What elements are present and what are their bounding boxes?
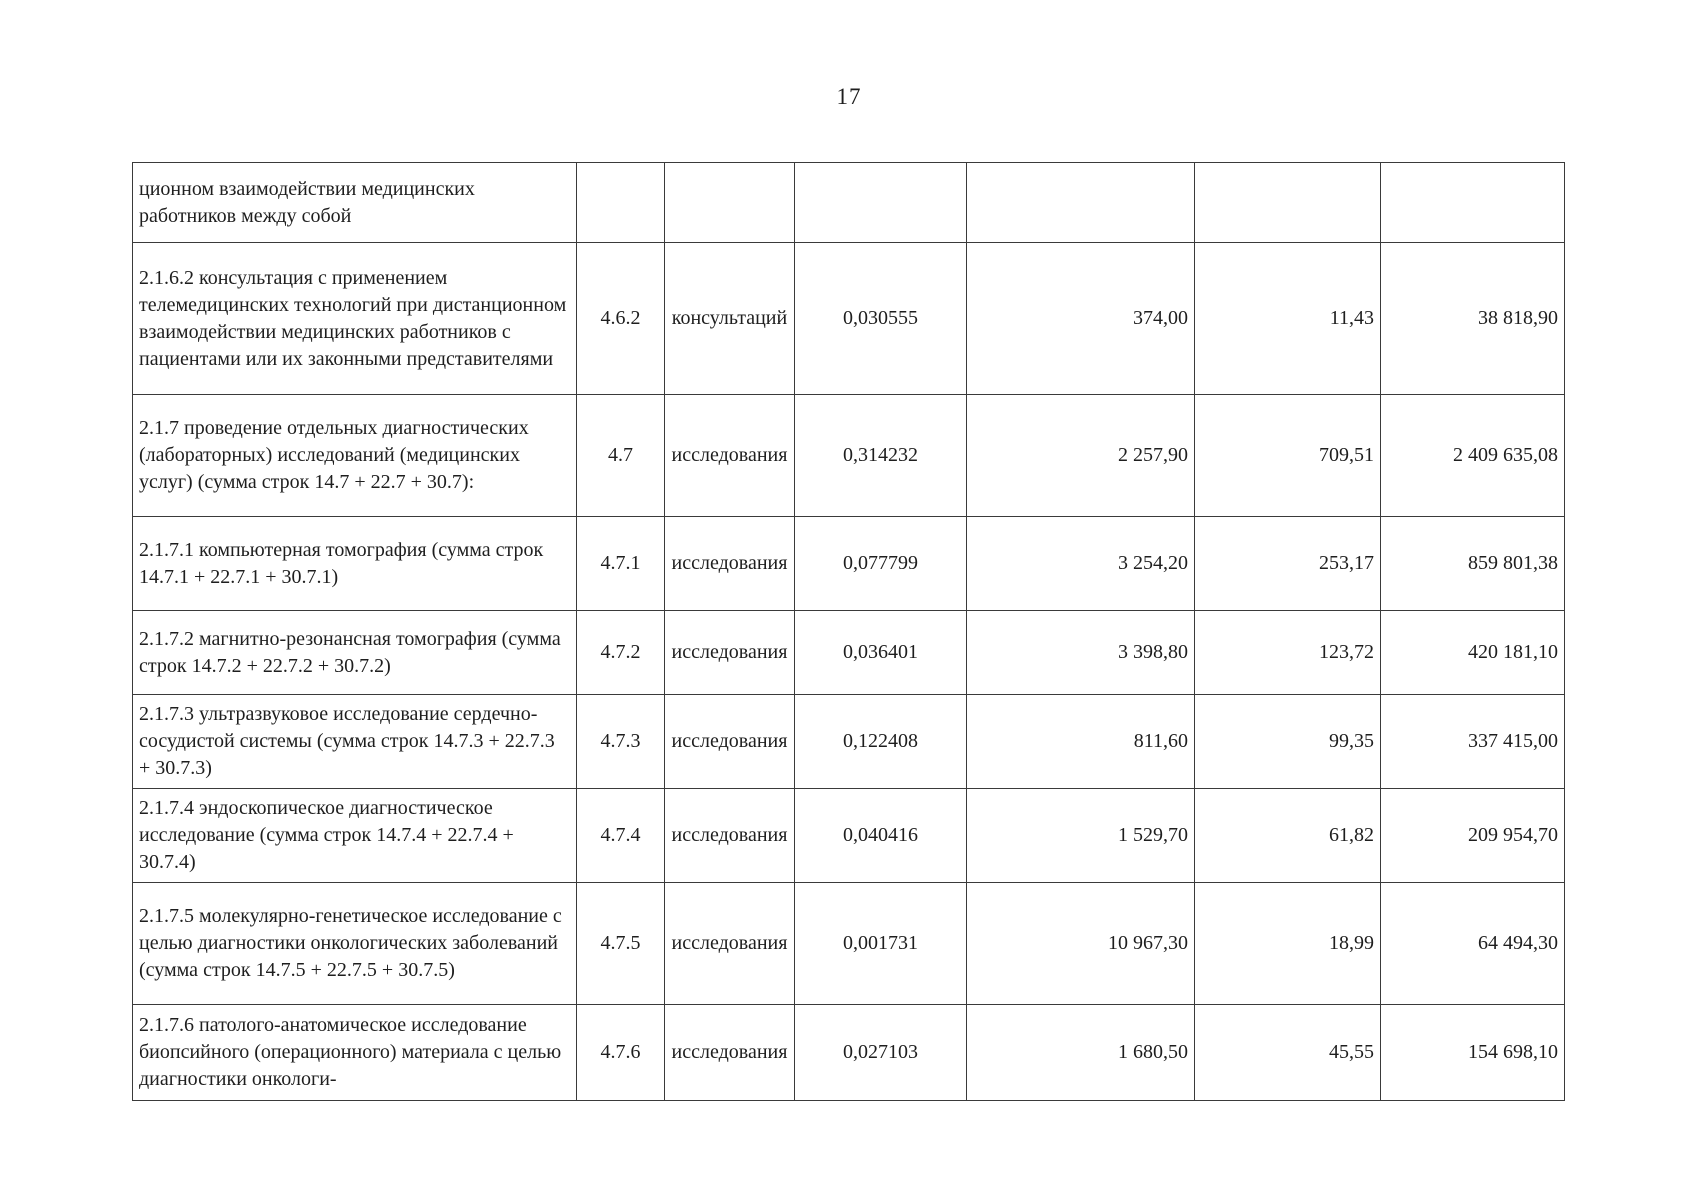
row-name-cell: ционном взаимодействии медицинских работников между собой [133, 163, 577, 243]
row-unit-cell: исследования [665, 1005, 795, 1101]
row-rate-cell: 99,35 [1195, 695, 1381, 789]
row-norm-cell: 0,027103 [795, 1005, 967, 1101]
row-code-cell [577, 163, 665, 243]
table-row [133, 611, 1565, 695]
row-unit-cell: исследования [665, 789, 795, 883]
table-row [133, 395, 1565, 517]
row-code-cell: 4.7.4 [577, 789, 665, 883]
row-unit-cell: консультаций [665, 243, 795, 395]
row-norm-cell: 0,040416 [795, 789, 967, 883]
row-unit-cell: исследования [665, 695, 795, 789]
row-cost-cell: 3 398,80 [967, 611, 1195, 695]
row-sum-cell: 209 954,70 [1381, 789, 1565, 883]
row-name-cell: 2.1.7.5 молекулярно-генетическое исследование с целью диагностики онкологических заболеваний (сумма строк 14.7.5 + 22.7.5 + 30.7.5) [133, 883, 577, 1005]
row-cost-cell: 374,00 [967, 243, 1195, 395]
row-cost-cell: 811,60 [967, 695, 1195, 789]
row-sum-cell: 2 409 635,08 [1381, 395, 1565, 517]
row-code-cell: 4.7.2 [577, 611, 665, 695]
table-row [133, 789, 1565, 883]
row-cost-cell: 2 257,90 [967, 395, 1195, 517]
table-row [133, 163, 1565, 243]
row-norm-cell: 0,036401 [795, 611, 967, 695]
row-rate-cell: 709,51 [1195, 395, 1381, 517]
row-name-cell: 2.1.7.2 магнитно-резонансная томография (сумма строк 14.7.2 + 22.7.2 + 30.7.2) [133, 611, 577, 695]
row-norm-cell: 0,001731 [795, 883, 967, 1005]
row-unit-cell: исследования [665, 611, 795, 695]
row-code-cell: 4.7 [577, 395, 665, 517]
row-name-cell: 2.1.6.2 консультация с применением телемедицинских технологий при дистанционном взаимодействии медицинских работников с пациентами или их законными представителями [133, 243, 577, 395]
row-rate-cell: 45,55 [1195, 1005, 1381, 1101]
row-rate-cell: 11,43 [1195, 243, 1381, 395]
row-name-cell: 2.1.7.3 ультразвуковое исследование сердечно-сосудистой системы (сумма строк 14.7.3 + 22.7.3 + 30.7.3) [133, 695, 577, 789]
row-code-cell: 4.7.5 [577, 883, 665, 1005]
row-rate-cell [1195, 163, 1381, 243]
table-row [133, 883, 1565, 1005]
row-name-cell: 2.1.7 проведение отдельных диагностических (лабораторных) исследований (медицинских услуг) (сумма строк 14.7 + 22.7 + 30.7): [133, 395, 577, 517]
row-cost-cell [967, 163, 1195, 243]
tariff-table [132, 162, 1565, 1101]
row-code-cell: 4.7.1 [577, 517, 665, 611]
row-name-cell: 2.1.7.4 эндоскопическое диагностическое исследование (сумма строк 14.7.4 + 22.7.4 + 30.7.4) [133, 789, 577, 883]
row-name-cell: 2.1.7.1 компьютерная томография (сумма строк 14.7.1 + 22.7.1 + 30.7.1) [133, 517, 577, 611]
row-norm-cell: 0,122408 [795, 695, 967, 789]
row-cost-cell: 1 529,70 [967, 789, 1195, 883]
row-cost-cell: 10 967,30 [967, 883, 1195, 1005]
page-number: 17 [836, 84, 862, 109]
row-code-cell: 4.7.6 [577, 1005, 665, 1101]
table-row [133, 695, 1565, 789]
row-sum-cell: 420 181,10 [1381, 611, 1565, 695]
table-row [133, 517, 1565, 611]
row-sum-cell: 859 801,38 [1381, 517, 1565, 611]
row-norm-cell [795, 163, 967, 243]
row-code-cell: 4.7.3 [577, 695, 665, 789]
row-rate-cell: 123,72 [1195, 611, 1381, 695]
row-norm-cell: 0,077799 [795, 517, 967, 611]
row-unit-cell: исследования [665, 883, 795, 1005]
table-row [133, 1005, 1565, 1101]
row-cost-cell: 1 680,50 [967, 1005, 1195, 1101]
row-unit-cell: исследования [665, 395, 795, 517]
table-row [133, 243, 1565, 395]
row-norm-cell: 0,030555 [795, 243, 967, 395]
row-sum-cell: 154 698,10 [1381, 1005, 1565, 1101]
row-rate-cell: 18,99 [1195, 883, 1381, 1005]
row-unit-cell: исследования [665, 517, 795, 611]
row-rate-cell: 253,17 [1195, 517, 1381, 611]
row-name-cell: 2.1.7.6 патолого-анатомическое исследование биопсийного (операционного) материала с целью диагностики онкологи- [133, 1005, 577, 1101]
row-rate-cell: 61,82 [1195, 789, 1381, 883]
row-norm-cell: 0,314232 [795, 395, 967, 517]
row-cost-cell: 3 254,20 [967, 517, 1195, 611]
row-code-cell: 4.6.2 [577, 243, 665, 395]
row-sum-cell [1381, 163, 1565, 243]
row-sum-cell: 337 415,00 [1381, 695, 1565, 789]
row-unit-cell [665, 163, 795, 243]
row-sum-cell: 38 818,90 [1381, 243, 1565, 395]
row-sum-cell: 64 494,30 [1381, 883, 1565, 1005]
